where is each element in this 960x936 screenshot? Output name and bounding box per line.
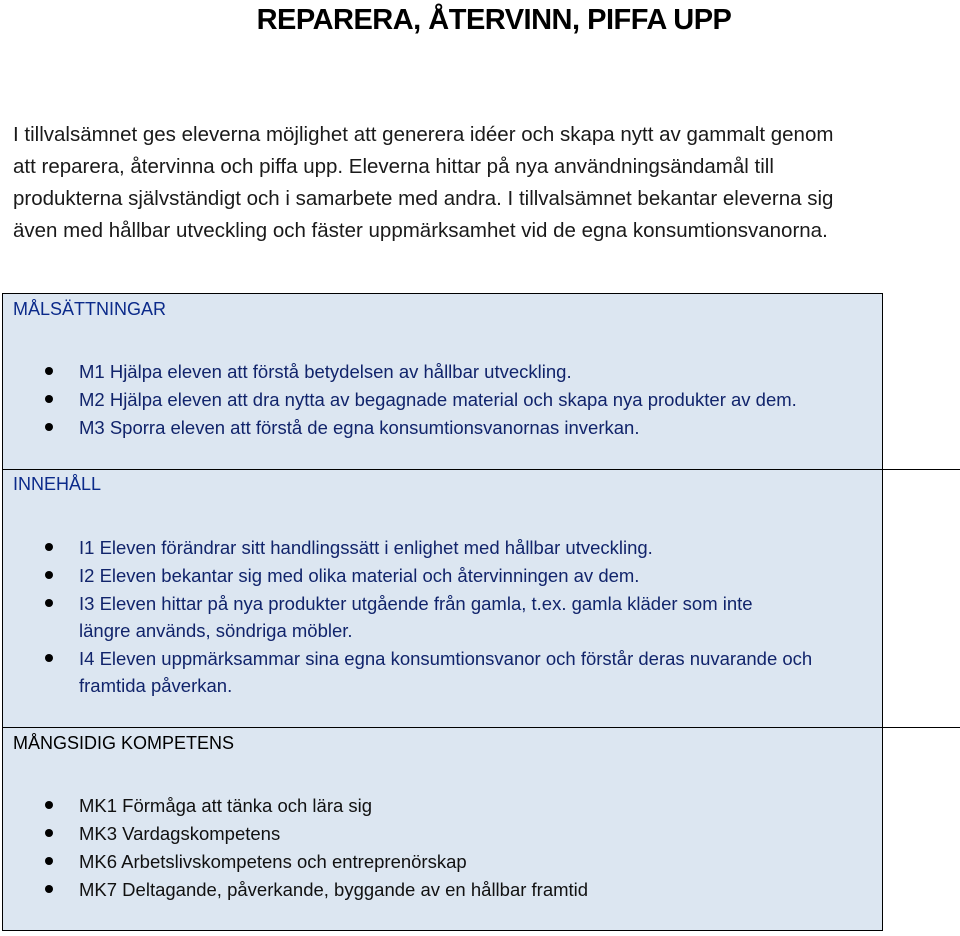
content-item: I4 Eleven uppmärksammar sina egna konsumtionsvanor och förstår deras nuvarande och: [79, 648, 813, 669]
bullet-icon: [45, 857, 53, 865]
intro-line: produkterna självständigt och i samarbete med andra. I tillvalsämnet bekantar eleverna sig: [13, 187, 834, 210]
bullet-icon: [45, 801, 53, 809]
intro-line: även med hållbar utveckling och fäster uppmärksamhet vid de egna konsumtionsvanorna.: [13, 219, 828, 242]
bullet-icon: [45, 571, 53, 579]
row-divider-tail: [881, 727, 960, 728]
bullet-icon: [45, 829, 53, 837]
row-divider-tail: [881, 469, 960, 470]
competence-item: MK7 Deltagande, påverkande, byggande av en hållbar framtid: [79, 879, 589, 900]
content-item-continued: framtida påverkan.: [79, 675, 233, 696]
goals-heading: MÅLSÄTTNINGAR: [13, 299, 167, 319]
competence-item: MK6 Arbetslivskompetens och entreprenörskap: [79, 851, 467, 872]
content-item: I2 Eleven bekantar sig med olika material och återvinningen av dem.: [79, 565, 640, 586]
page-title: REPARERA, ÅTERVINN, PIFFA UPP: [256, 4, 732, 36]
row-divider: [2, 469, 883, 470]
intro-line: att reparera, återvinna och piffa upp. Eleverna hittar på nya användningsändamål till: [13, 155, 774, 178]
content-item-continued: längre används, söndriga möbler.: [79, 620, 353, 641]
competence-heading: MÅNGSIDIG KOMPETENS: [13, 733, 235, 753]
bullet-icon: [45, 885, 53, 893]
bullet-icon: [45, 367, 53, 375]
bullet-icon: [45, 395, 53, 403]
row-divider: [2, 727, 883, 728]
goal-item: M3 Sporra eleven att förstå de egna konsumtionsvanornas inverkan.: [79, 417, 640, 438]
content-item: I1 Eleven förändrar sitt handlingssätt i enlighet med hållbar utveckling.: [79, 537, 653, 558]
bullet-icon: [45, 599, 53, 607]
bullet-icon: [45, 543, 53, 551]
content-heading: INNEHÅLL: [13, 474, 102, 494]
goal-item: M1 Hjälpa eleven att förstå betydelsen av hållbar utveckling.: [79, 361, 572, 382]
competence-item: MK3 Vardagskompetens: [79, 823, 281, 844]
goal-item: M2 Hjälpa eleven att dra nytta av begagnade material och skapa nya produkter av dem.: [79, 389, 797, 410]
intro-line: I tillvalsämnet ges eleverna möjlighet att generera idéer och skapa nytt av gammalt genom: [13, 123, 834, 146]
bullet-icon: [45, 423, 53, 431]
competence-item: MK1 Förmåga att tänka och lära sig: [79, 795, 373, 816]
content-item: I3 Eleven hittar på nya produkter utgående från gamla, t.ex. gamla kläder som inte: [79, 593, 753, 614]
bullet-icon: [45, 654, 53, 662]
intro-paragraph: [13, 119, 960, 247]
